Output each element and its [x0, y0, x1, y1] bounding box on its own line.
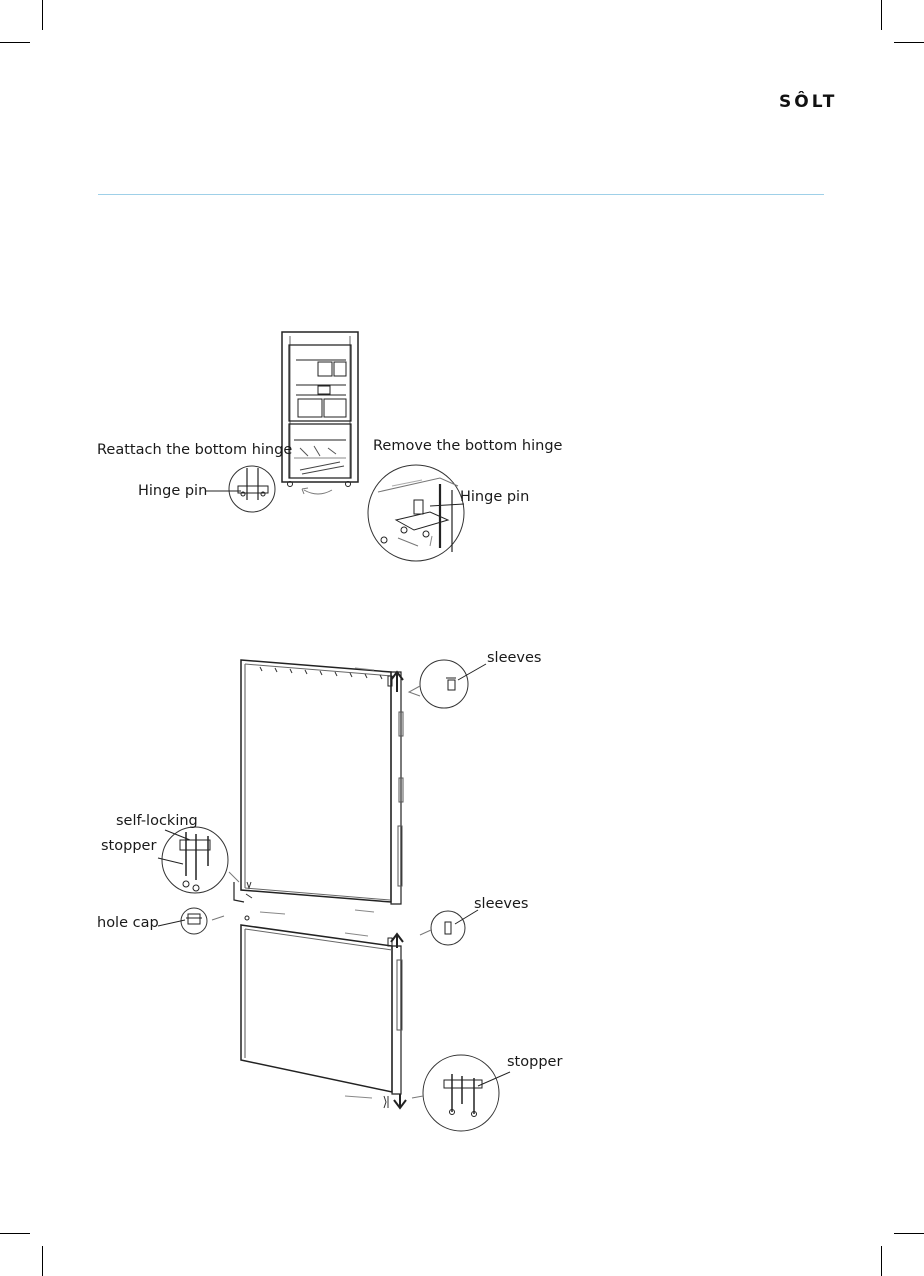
hole-cap-detail-circle	[181, 908, 207, 934]
sleeves-detail-circle-top	[420, 660, 468, 708]
crop-mark-bl-v	[42, 1246, 43, 1276]
stopper-detail-circle-left	[162, 827, 228, 893]
crop-mark-br-v	[881, 1246, 882, 1276]
crop-mark-bl-h	[0, 1233, 30, 1234]
brand-logo: SÔLT	[779, 92, 838, 112]
label-hinge-pin-right: Hinge pin	[460, 489, 530, 505]
label-hinge-pin-left: Hinge pin	[138, 483, 208, 499]
hinge-illustration	[0, 0, 924, 620]
hinge-detail-circle-right	[368, 465, 464, 561]
stopper-detail-circle-bottom	[423, 1055, 499, 1131]
sleeves-detail-circle-mid	[431, 911, 465, 945]
label-sleeves-mid: sleeves	[474, 896, 529, 912]
label-sleeves-top: sleeves	[487, 650, 542, 666]
label-hole-cap: hole cap	[97, 915, 159, 931]
label-stopper-left: stopper	[101, 838, 157, 854]
crop-mark-br-h	[894, 1233, 924, 1234]
label-stopper-bottom: stopper	[507, 1054, 563, 1070]
label-reattach-bottom-hinge: Reattach the bottom hinge	[97, 442, 293, 458]
lower-door	[241, 925, 392, 1092]
upper-door	[241, 660, 391, 902]
label-self-locking: self-locking	[116, 813, 198, 829]
label-remove-bottom-hinge: Remove the bottom hinge	[373, 438, 563, 454]
fridge-body	[282, 332, 358, 482]
